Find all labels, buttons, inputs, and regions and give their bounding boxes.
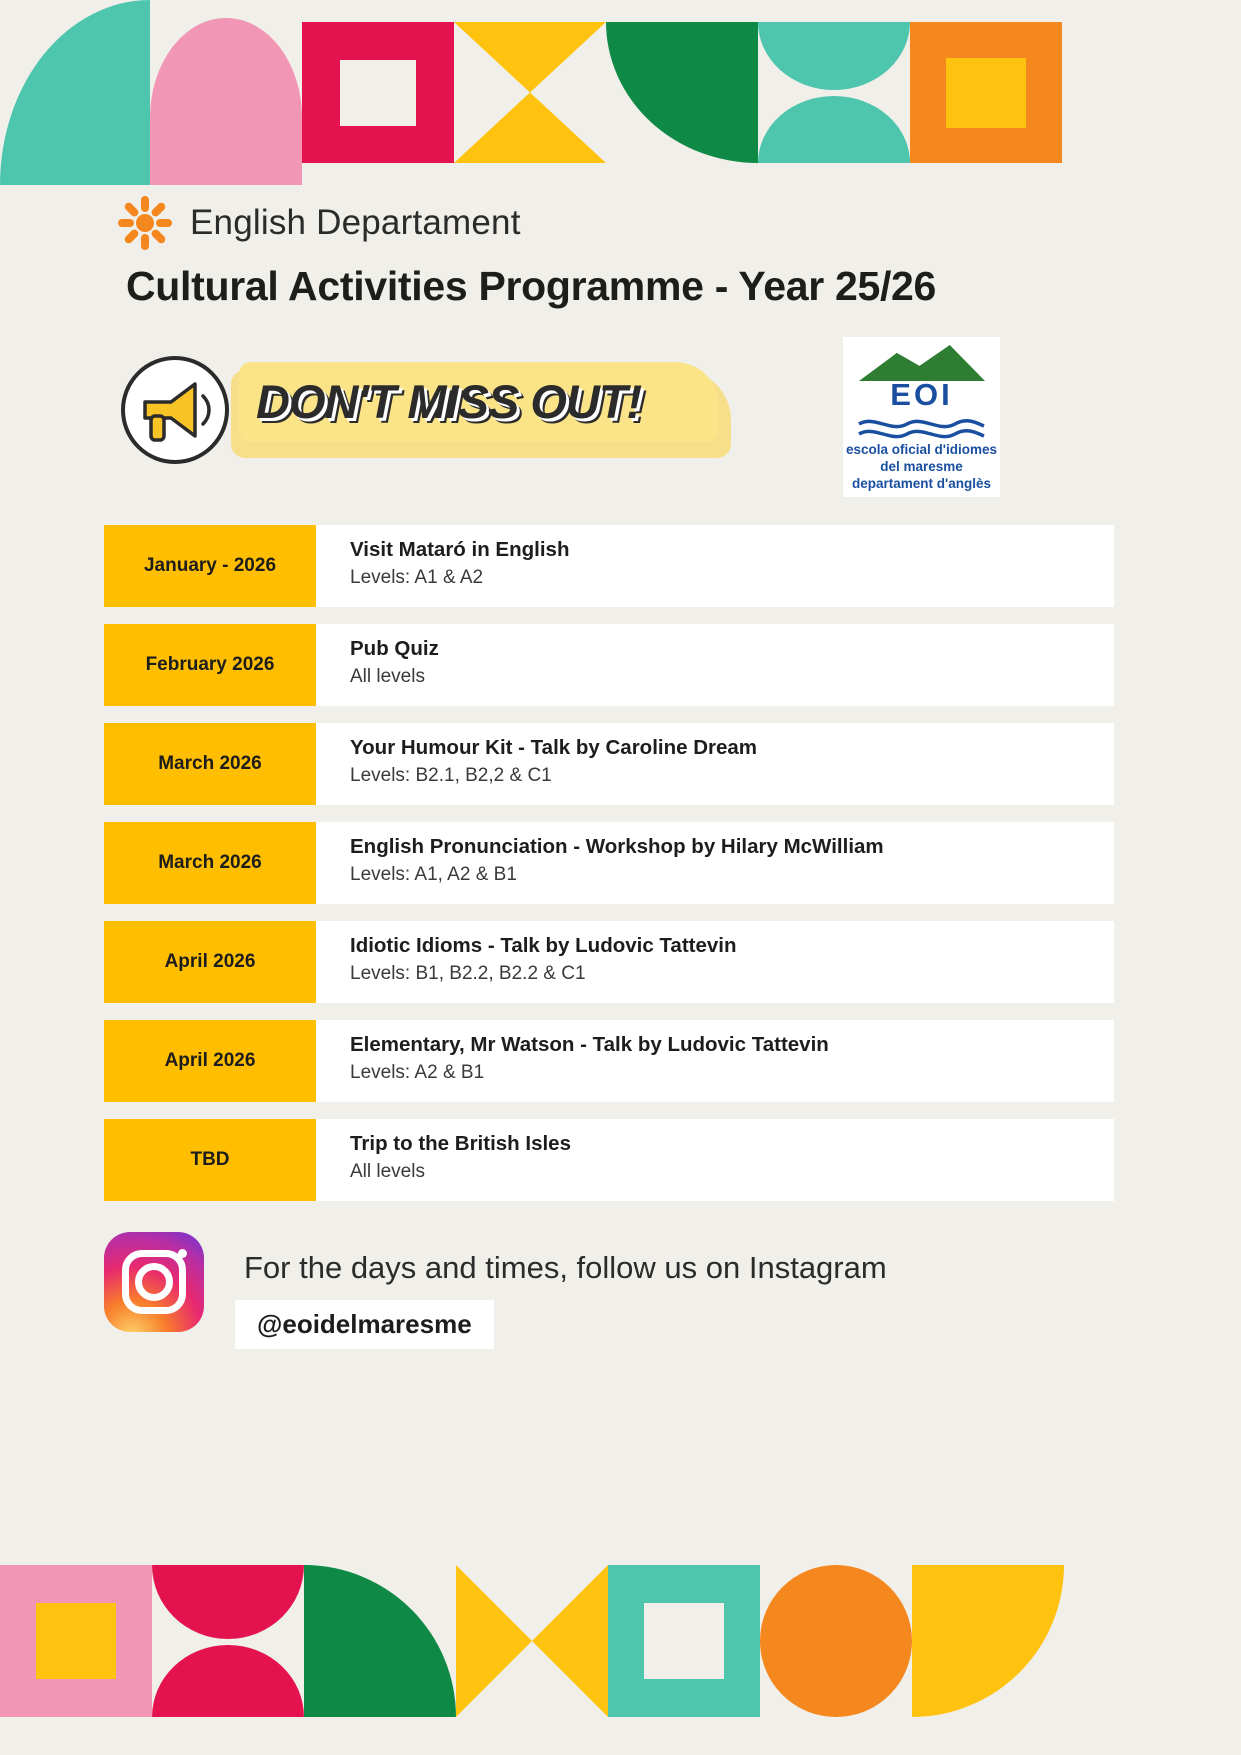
dont-miss-out-banner — [121, 356, 731, 472]
activity-levels: Levels: A1 & A2 — [350, 567, 484, 588]
instagram-caption: For the days and times, follow us on Instagram — [244, 1250, 887, 1285]
deco-shape-square-frame-orange — [910, 0, 1062, 185]
deco-shape-quarter-green-bottom — [304, 1565, 456, 1755]
activity-levels: Levels: A2 & B1 — [350, 1062, 485, 1083]
activity-levels: All levels — [350, 666, 425, 687]
deco-filler-top — [1062, 0, 1239, 185]
department-row — [118, 196, 521, 250]
deco-shape-quarter-teal — [0, 0, 150, 185]
activity-levels: All levels — [350, 1161, 425, 1182]
activity-levels: Levels: A1, A2 & B1 — [350, 864, 517, 885]
deco-shape-double-halfcircle-crimson — [152, 1565, 304, 1755]
activity-title: Visit Mataró in English — [350, 538, 570, 561]
deco-shape-hourglass-yellow — [454, 0, 606, 185]
table-row — [104, 822, 1114, 904]
instagram-handle[interactable]: @eoidelmaresme — [235, 1300, 494, 1349]
deco-shape-quarter-yellow — [912, 1565, 1064, 1755]
activity-levels: Levels: B2.1, B2,2 & C1 — [350, 765, 552, 786]
table-row — [104, 624, 1114, 706]
deco-shape-quarter-green — [606, 0, 758, 185]
activity-details — [316, 921, 1114, 1003]
instagram-icon[interactable] — [104, 1232, 204, 1332]
activity-details — [316, 525, 1114, 607]
deco-shape-square-frame-crimson — [302, 0, 454, 185]
activity-details — [316, 624, 1114, 706]
bottom-decorative-strip — [0, 1565, 1241, 1755]
deco-shape-bowtie-yellow — [456, 1565, 608, 1755]
activity-date: March 2026 — [104, 723, 316, 805]
activity-date: TBD — [104, 1119, 316, 1201]
eoi-mountain-icon — [859, 345, 985, 381]
table-row — [104, 1020, 1114, 1102]
activity-date: March 2026 — [104, 822, 316, 904]
activity-date: April 2026 — [104, 1020, 316, 1102]
deco-shape-halfcircle-pink — [150, 0, 302, 185]
activity-title: Idiotic Idioms - Talk by Ludovic Tattevin — [350, 934, 737, 957]
eoi-logo — [843, 337, 1000, 497]
deco-shape-circle-orange — [760, 1565, 912, 1755]
eoi-line-2: del maresme — [880, 459, 963, 474]
activity-title: Your Humour Kit - Talk by Caroline Dream — [350, 736, 758, 759]
department-label: English Departament — [190, 203, 521, 242]
table-row — [104, 723, 1114, 805]
activity-details — [316, 1119, 1114, 1201]
page-title: Cultural Activities Programme - Year 25/26 — [126, 263, 937, 309]
activity-date: April 2026 — [104, 921, 316, 1003]
eoi-line-1: escola oficial d'idiomes — [845, 442, 997, 457]
instagram-dot — [178, 1249, 187, 1258]
top-decorative-strip — [0, 0, 1241, 185]
deco-shape-square-frame-teal — [608, 1565, 760, 1755]
table-row — [104, 1119, 1114, 1201]
activity-title: English Pronunciation - Workshop by Hilary McWilliam — [350, 835, 884, 858]
deco-shape-square-frame-pink — [0, 1565, 152, 1755]
deco-filler-bottom — [1064, 1565, 1241, 1755]
megaphone-icon — [121, 356, 229, 464]
eoi-line-3: departament d'anglès — [852, 476, 991, 491]
instagram-lens — [135, 1263, 173, 1301]
activity-title: Elementary, Mr Watson - Talk by Ludovic Tattevin — [350, 1033, 829, 1056]
eoi-acronym: EOI — [890, 377, 953, 412]
activity-date: February 2026 — [104, 624, 316, 706]
activity-details — [316, 822, 1114, 904]
activity-title: Trip to the British Isles — [350, 1132, 571, 1155]
activity-details — [316, 723, 1114, 805]
table-row — [104, 921, 1114, 1003]
sun-flower-icon — [118, 196, 172, 250]
instagram-block — [104, 1232, 1004, 1352]
activity-date: January - 2026 — [104, 525, 316, 607]
table-row — [104, 525, 1114, 607]
eoi-wave-icon — [857, 417, 986, 439]
activity-title: Pub Quiz — [350, 637, 439, 660]
deco-shape-double-halfcircle-teal — [758, 0, 910, 185]
activity-details — [316, 1020, 1114, 1102]
banner-text: DON'T MISS OUT! — [256, 375, 642, 428]
activities-schedule — [104, 525, 1114, 1218]
activity-levels: Levels: B1, B2.2, B2.2 & C1 — [350, 963, 586, 984]
